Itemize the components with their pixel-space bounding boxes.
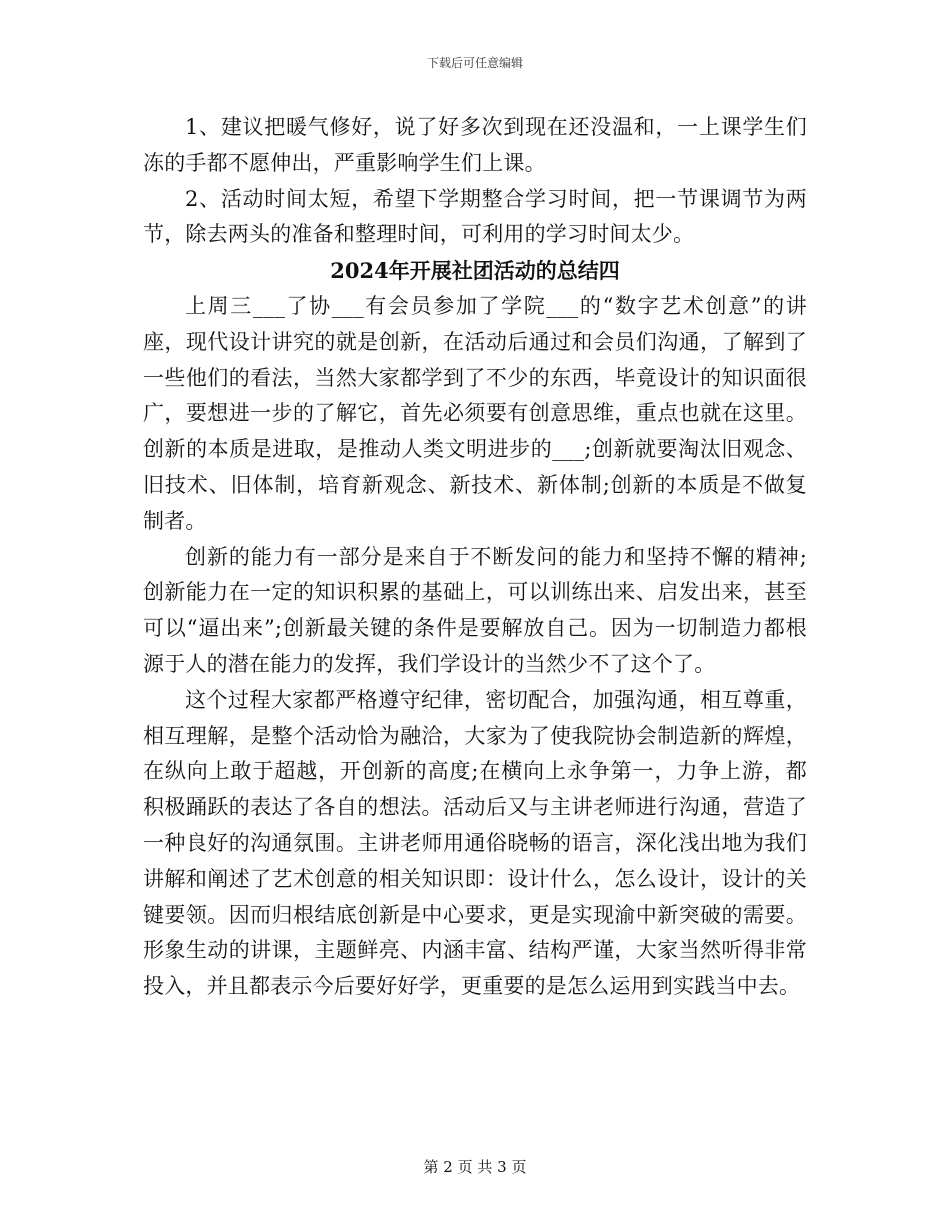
paragraph-process: 这个过程大家都严格遵守纪律，密切配合，加强沟通，相互尊重，相互理解，是整个活动恰为融洽，大家为了使我院协会制造新的辉煌，在纵向上敢于超越，开创新的高度;在横向上永争第一，力争上游，都积极踊跃的表达了各自的想法。活动后又与主讲老师进行沟通，营造了一种良好的沟通氛围。主讲老师用通俗晓畅的语言，深化浅出地为我们讲解和阐述了艺术创意的相关知识即：设计什么，怎么设计，设计的关键要领。因而归根结底创新是中心要求，更是实现渝中新突破的需要。形象生动的讲课，主题鲜亮、内涵丰富、结构严谨，大家当然听得非常投入，并且都表示今后要好好学，更重要的是怎么运用到实践当中去。	[143, 687, 807, 999]
header-note: 下载后可任意编辑	[426, 56, 523, 70]
paragraph-suggestion-2: 2、活动时间太短，希望下学期整合学习时间，把一节课调节为两节，除去两头的准备和整理时间，可利用的学习时间太少。	[143, 186, 807, 247]
paragraph-suggestion-1: 1、建议把暖气修好，说了好多次到现在还没温和，一上课学生们冻的手都不愿伸出，严重影响学生们上课。	[143, 115, 807, 175]
paragraph-lecture: 上周三___了协___有会员参加了学院___的“数字艺术创意”的讲座，现代设计讲究的就是创新，在活动后通过和会员们沟通，了解到了一些他们的看法，当然大家都学到了不少的东西，毕竟设计的知识面很广，要想进一步的了解它，首先必须要有创意思维，重点也就在这里。创新的本质是进取，是推动人类文明进步的___;创新就要淘汰旧观念、旧技术、旧体制，培育新观念、新技术、新体制;创新的本质是不做复制者。	[143, 293, 807, 533]
document-body	[143, 110, 807, 1005]
section-title: 2024年开展社团活动的总结四	[330, 258, 620, 284]
page-number: 第 2 页 共 3 页	[423, 1158, 527, 1176]
paragraph-innovation: 创新的能力有一部分是来自于不断发问的能力和坚持不懈的精神;创新能力在一定的知识积累的基础上，可以训练出来、启发出来，甚至可以“逼出来”;创新最关键的条件是要解放自己。因为一切制造力都根源于人的潜在能力的发挥，我们学设计的当然少不了这个了。	[143, 544, 807, 676]
